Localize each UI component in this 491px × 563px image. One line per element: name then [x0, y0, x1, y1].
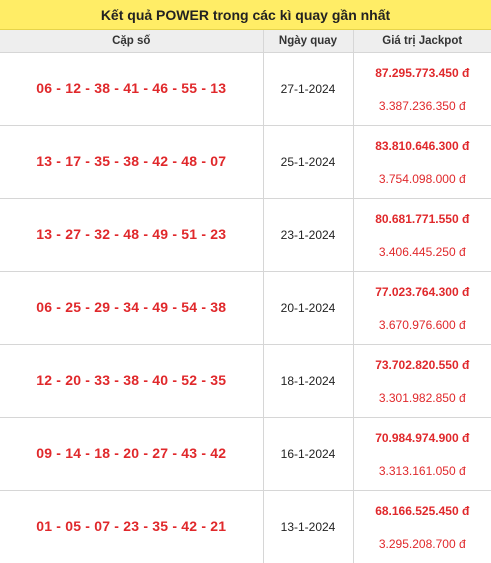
jackpot-1-value: 73.702.820.550 đ — [354, 358, 491, 372]
numbers-cell — [0, 126, 263, 199]
draw-date: 13-1-2024 — [281, 520, 336, 534]
draw-date: 25-1-2024 — [281, 155, 336, 169]
results-table — [0, 30, 491, 563]
numbers-cell — [0, 345, 263, 418]
table-row — [0, 126, 491, 199]
jackpot-cell — [353, 126, 491, 199]
jackpot-cell — [353, 199, 491, 272]
widget-title: Kết quả POWER trong các kì quay gần nhất — [0, 0, 491, 30]
draw-numbers: 13 - 27 - 32 - 48 - 49 - 51 - 23 — [36, 226, 226, 242]
jackpot-2-value: 3.754.098.000 đ — [354, 172, 491, 186]
date-cell — [263, 491, 353, 563]
header-jackpot: Giá trị Jackpot — [353, 30, 491, 53]
jackpot-1-value: 70.984.974.900 đ — [354, 431, 491, 445]
numbers-cell — [0, 418, 263, 491]
draw-numbers: 09 - 14 - 18 - 20 - 27 - 43 - 42 — [36, 445, 226, 461]
draw-numbers: 06 - 25 - 29 - 34 - 49 - 54 - 38 — [36, 299, 226, 315]
jackpot-2-value: 3.295.208.700 đ — [354, 537, 491, 551]
jackpot-2-value: 3.670.976.600 đ — [354, 318, 491, 332]
date-cell — [263, 272, 353, 345]
jackpot-2-value: 3.313.161.050 đ — [354, 464, 491, 478]
draw-date: 20-1-2024 — [281, 301, 336, 315]
table-row — [0, 491, 491, 563]
table-header-row — [0, 30, 491, 53]
numbers-cell — [0, 199, 263, 272]
draw-date: 16-1-2024 — [281, 447, 336, 461]
draw-date: 27-1-2024 — [281, 82, 336, 96]
draw-numbers: 12 - 20 - 33 - 38 - 40 - 52 - 35 — [36, 372, 226, 388]
header-numbers: Cặp số — [0, 30, 263, 53]
date-cell — [263, 199, 353, 272]
jackpot-cell — [353, 53, 491, 126]
jackpot-1-value: 80.681.771.550 đ — [354, 212, 491, 226]
table-row — [0, 53, 491, 126]
table-row — [0, 272, 491, 345]
jackpot-1-value: 77.023.764.300 đ — [354, 285, 491, 299]
numbers-cell — [0, 491, 263, 563]
draw-numbers: 06 - 12 - 38 - 41 - 46 - 55 - 13 — [36, 80, 226, 96]
table-row — [0, 199, 491, 272]
draw-date: 18-1-2024 — [281, 374, 336, 388]
draw-date: 23-1-2024 — [281, 228, 336, 242]
jackpot-cell — [353, 491, 491, 563]
numbers-cell — [0, 272, 263, 345]
date-cell — [263, 418, 353, 491]
date-cell — [263, 53, 353, 126]
jackpot-1-value: 87.295.773.450 đ — [354, 66, 491, 80]
table-row — [0, 418, 491, 491]
jackpot-cell — [353, 418, 491, 491]
jackpot-1-value: 83.810.646.300 đ — [354, 139, 491, 153]
jackpot-1-value: 68.166.525.450 đ — [354, 504, 491, 518]
date-cell — [263, 345, 353, 418]
jackpot-2-value: 3.301.982.850 đ — [354, 391, 491, 405]
numbers-cell — [0, 53, 263, 126]
header-date: Ngày quay — [263, 30, 353, 53]
jackpot-cell — [353, 345, 491, 418]
jackpot-cell — [353, 272, 491, 345]
jackpot-2-value: 3.387.236.350 đ — [354, 99, 491, 113]
draw-numbers: 13 - 17 - 35 - 38 - 42 - 48 - 07 — [36, 153, 226, 169]
draw-numbers: 01 - 05 - 07 - 23 - 35 - 42 - 21 — [36, 518, 226, 534]
jackpot-2-value: 3.406.445.250 đ — [354, 245, 491, 259]
table-row — [0, 345, 491, 418]
date-cell — [263, 126, 353, 199]
